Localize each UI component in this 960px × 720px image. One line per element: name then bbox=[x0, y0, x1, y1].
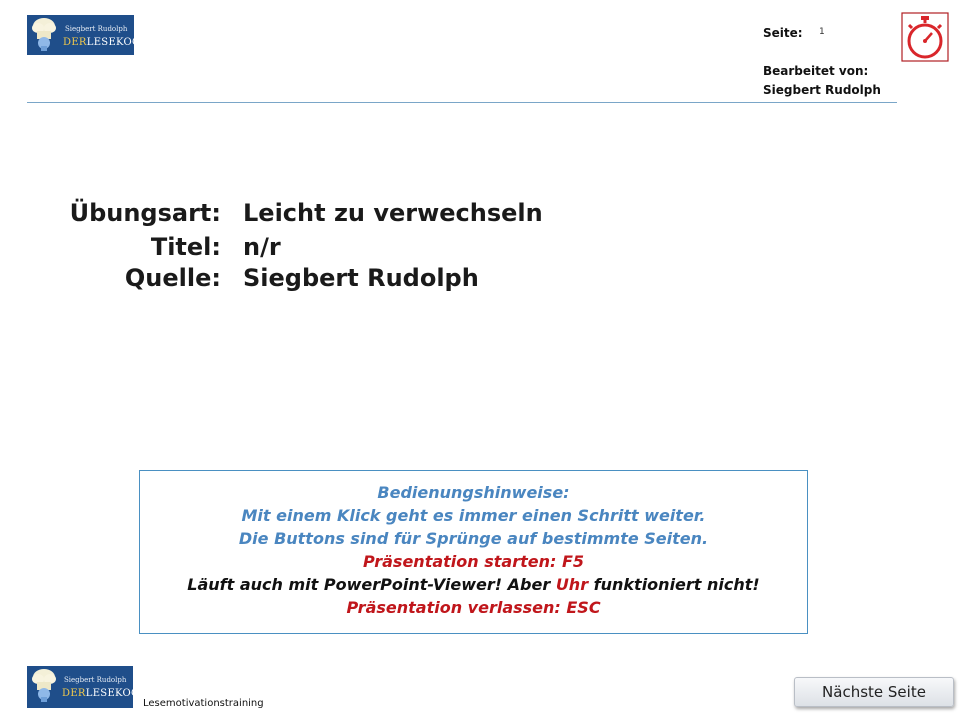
logo-brand-name: LESEKOCH bbox=[85, 688, 149, 699]
source-value: Siegbert Rudolph bbox=[243, 264, 479, 292]
hint-line-click: Mit einem Klick geht es immer einen Schritt weiter. bbox=[241, 506, 706, 525]
page-label: Seite: bbox=[763, 26, 803, 40]
logo-brand-name: LESEKOCH bbox=[86, 37, 150, 48]
hint-line-viewer bbox=[140, 573, 807, 596]
header-divider bbox=[27, 102, 897, 103]
edited-by-name: Siegbert Rudolph bbox=[763, 83, 881, 97]
logo-brand-prefix: DER bbox=[63, 37, 87, 48]
page-number: 1 bbox=[819, 27, 825, 37]
footer-label: Lesemotivationstraining bbox=[143, 698, 264, 709]
logo-brand bbox=[62, 688, 148, 699]
title-value: n/r bbox=[243, 233, 281, 261]
chef-hat-icon bbox=[30, 16, 60, 52]
title-label: Titel: bbox=[150, 233, 221, 261]
source-label: Quelle: bbox=[124, 264, 221, 292]
hint-line-start: Präsentation starten: F5 bbox=[363, 552, 584, 571]
logo-brand-prefix: DER bbox=[62, 688, 86, 699]
exercise-type-value: Leicht zu verwechseln bbox=[243, 199, 543, 227]
hint-viewer-text-end: funktioniert nicht! bbox=[588, 575, 760, 594]
hints-heading: Bedienungshinweise: bbox=[377, 483, 570, 502]
chef-hat-icon bbox=[30, 667, 60, 703]
hint-line-exit: Präsentation verlassen: ESC bbox=[346, 598, 601, 617]
stopwatch-icon[interactable] bbox=[901, 12, 949, 62]
exercise-type-label: Übungsart: bbox=[69, 199, 221, 227]
hint-viewer-text: Läuft auch mit PowerPoint-Viewer! Aber bbox=[187, 575, 556, 594]
logo-bottom bbox=[27, 666, 149, 708]
logo-author: Siegbert Rudolph bbox=[64, 676, 127, 684]
next-page-button[interactable]: Nächste Seite bbox=[794, 677, 954, 707]
hint-line-buttons: Die Buttons sind für Sprünge auf bestimmte Seiten. bbox=[238, 529, 709, 548]
logo-author: Siegbert Rudolph bbox=[65, 25, 128, 33]
logo-top bbox=[27, 15, 150, 55]
hint-clock-word: Uhr bbox=[555, 575, 589, 594]
edited-by-label: Bearbeitet von: bbox=[763, 64, 869, 78]
logo-brand bbox=[63, 37, 149, 48]
usage-hints-box bbox=[139, 470, 808, 634]
